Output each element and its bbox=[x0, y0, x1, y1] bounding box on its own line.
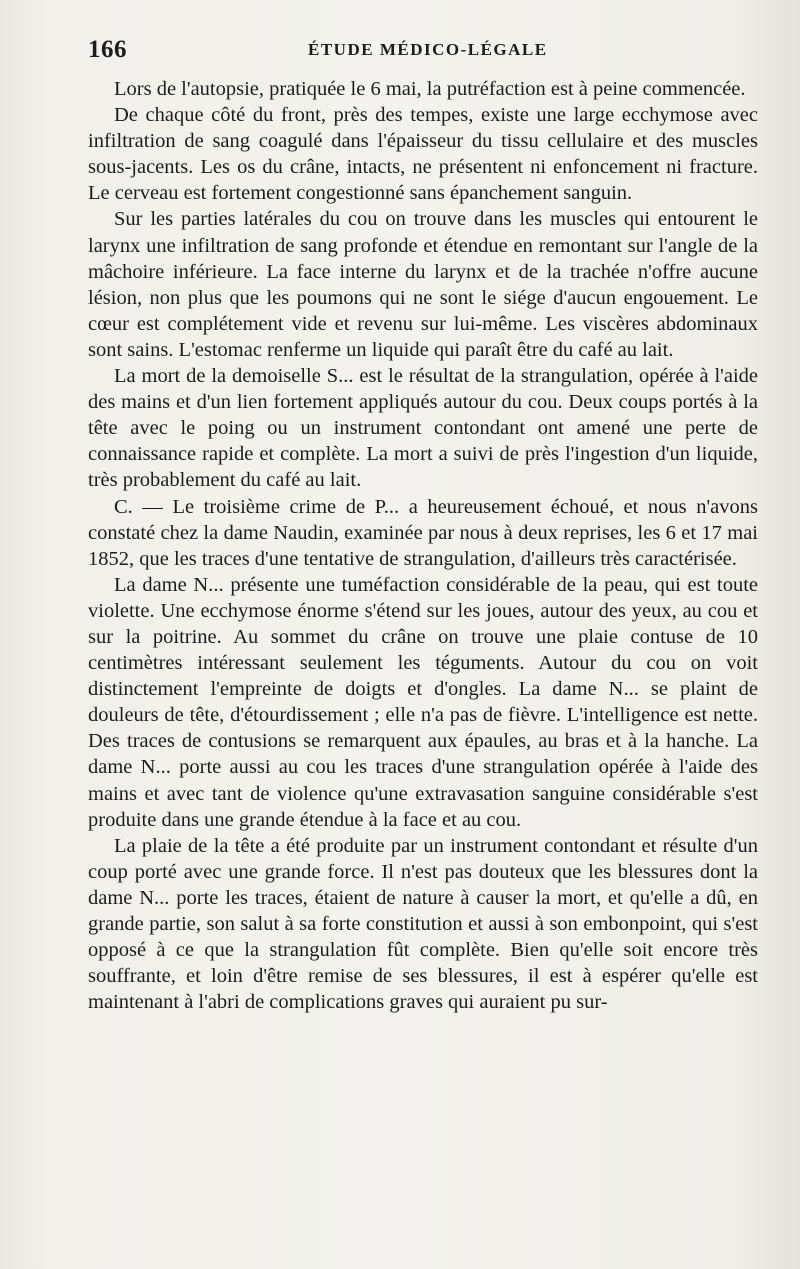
paragraph: Lors de l'autopsie, pratiquée le 6 mai, la putréfaction est à peine commencée. bbox=[114, 78, 746, 100]
paragraph: La dame N... présente une tuméfaction considérable de la peau, qui est toute violette. Une ecchymose énorme s'étend sur les joues, autour des yeux, au cou et sur la poitrine. Au sommet du crâne on trouve une plaie contuse de 10 centimètres intéressant seulement les téguments. Autour du cou on voit distinctement l'empreinte de doigts et d'ongles. La dame N... se plaint de douleurs de tête, d'étourdissement ; elle n'a pas de fièvre. L'intelligence est nette. Des traces de contusions se remarquent aux épaules, au bras et à la hanche. La dame N... porte aussi au cou les traces d'une strangulation opérée à l'aide des mains et avec tant de violence qu'une extravasation sanguine considérable s'est produite dans une grande étendue à la face et au cou. bbox=[88, 573, 758, 831]
paragraph: C. — Le troisième crime de P... a heureusement échoué, et nous n'avons constaté chez la dame Naudin, examinée par nous à deux reprises, les 6 et 17 mai 1852, que les traces d'une tentative de strangulation, d'ailleurs très caractérisée. bbox=[88, 495, 758, 570]
paragraph: La mort de la demoiselle S... est le résultat de la strangulation, opérée à l'aide des mains et d'un lien fortement appliqués autour du cou. Deux coups portés à la tête avec le poing ou un instrument contondant ont amené une perte de connaissance rapide et complète. La mort a suivi de près l'ingestion d'un liquide, très probablement du café au lait. bbox=[88, 365, 758, 492]
running-title: ÉTUDE MÉDICO-LÉGALE bbox=[308, 40, 548, 59]
paragraph: Sur les parties latérales du cou on trouve dans les muscles qui entourent le larynx une infiltration de sang profonde et étendue en remontant sur l'angle de la mâchoire inférieure. La face interne du larynx et de la trachée n'offre aucune lésion, non plus que les poumons qui ne sont le siége d'aucun engouement. Le cœur est complétement vide et revenu sur lui-même. Les viscères abdominaux sont sains. L'estomac renferme un liquide qui paraît être du café au lait. bbox=[88, 208, 758, 361]
paragraph: De chaque côté du front, près des tempes, existe une large ecchymose avec infiltration de sang coagulé dans l'épaisseur du tissu cellulaire et des muscles sous-jacents. Les os du crâne, intacts, ne présentent ni enfoncement ni fracture. Le cerveau est fortement congestionné sans épanchement sanguin. bbox=[88, 104, 758, 205]
page-number: 166 bbox=[88, 36, 127, 63]
page-header bbox=[88, 36, 760, 66]
paragraph: La plaie de la tête a été produite par un instrument contondant et résulte d'un coup porté avec une grande force. Il n'est pas douteux que les blessures dont la dame N... porte les traces, étaient de nature à causer la mort, et qu'elle a dû, en grande partie, son salut à sa forte constitution et aussi à son embonpoint, qui s'est opposé à ce que la strangulation fût complète. Bien qu'elle soit encore très souffrante, et loin d'être remise de ses blessures, il est à espérer qu'elle est maintenant à l'abri de complications graves qui auraient pu sur- bbox=[88, 834, 758, 1014]
body-text bbox=[88, 76, 758, 1015]
